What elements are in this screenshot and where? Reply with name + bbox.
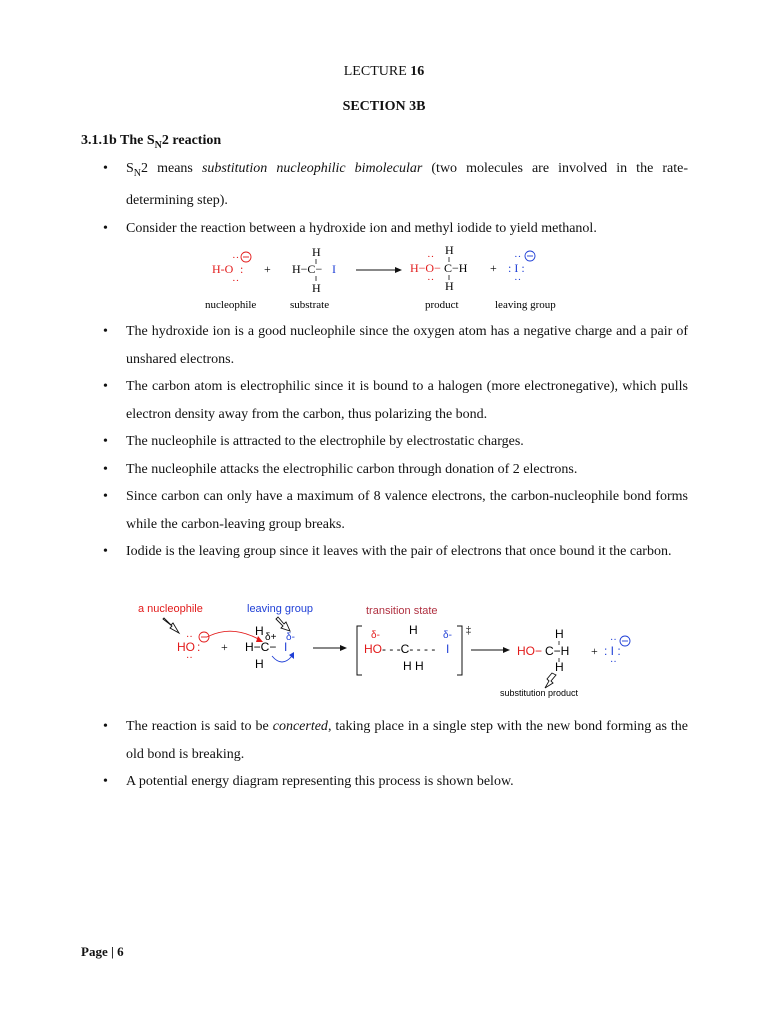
h-top: H <box>255 624 264 638</box>
lecture-word: LECTURE <box>343 64 407 79</box>
plus-sign: + <box>221 640 228 654</box>
ts-h-bottom: H H <box>403 659 424 673</box>
h-bottom: H <box>445 279 454 293</box>
section-heading: SECTION 3B <box>342 99 426 114</box>
lone-pair-top: ·· <box>232 252 240 264</box>
lone-pair-bottom: ·· <box>610 657 617 668</box>
bracket-right <box>457 626 462 675</box>
sn2-sub: N <box>133 167 142 179</box>
lone-pair-top: ·· <box>514 251 522 263</box>
hollow-arrow-icon <box>163 618 179 633</box>
lecture-number: 16 <box>410 64 425 79</box>
hollow-arrow-icon <box>276 617 290 631</box>
list-item: • Consider the reaction between a hydroxide ion and methyl iodide to yield methanol. <box>0 215 688 243</box>
h-top: H <box>312 245 321 259</box>
ts-iodine: I <box>446 642 450 656</box>
label-nucleophile: nucleophile <box>205 299 257 311</box>
delta-minus: δ- <box>286 632 295 643</box>
list-item: • Since carbon can only have a maximum of 8 valence electrons, the carbon-nucleophile bond forms while the carbon-leaving group breaks. <box>0 483 688 538</box>
closing-bullet-list <box>0 713 768 796</box>
list-item: • Iodide is the leaving group since it leaves with the pair of electrons that once bound it the carbon. <box>0 538 688 566</box>
list-item: • The hydroxide ion is a good nucleophile since the oxygen atom has a negative charge and a pair of unshared electrons. <box>0 318 688 373</box>
iodine-atom: I <box>284 640 288 654</box>
sn2-lead: S <box>126 161 134 176</box>
list-item <box>0 713 688 768</box>
arrow-head-icon <box>503 647 510 653</box>
plus-sign: + <box>591 644 598 658</box>
sn2-tail: (two molecules are involved in the rate-determining step). <box>126 161 688 209</box>
lone-pair-bottom: ·· <box>427 274 435 286</box>
subheading-suffix: 2 reaction <box>161 133 222 148</box>
plus-sign: + <box>490 261 497 275</box>
methyl-left: H−C− <box>292 262 323 276</box>
subheading-sub: N <box>154 139 162 151</box>
plus-sign: + <box>264 262 271 276</box>
product-ch: C−H <box>545 644 570 658</box>
concerted-pre: The reaction is said to be <box>126 719 273 734</box>
label-transition-state: transition state <box>366 605 438 617</box>
lone-pair-right: : <box>240 262 244 276</box>
nucleophile-ho: HO <box>177 640 195 654</box>
h-bottom: H <box>555 660 564 674</box>
curved-attack-arrow <box>207 631 260 640</box>
lone-pair-top: ·· <box>610 635 617 646</box>
iodide-ion: : I : <box>508 261 525 275</box>
sn2-rest: 2 means <box>141 161 202 176</box>
label-substitution-product: substitution product <box>500 688 579 698</box>
double-dagger: ‡ <box>466 625 471 636</box>
h-top: H <box>445 243 454 257</box>
h-top: H <box>555 627 564 641</box>
footer-page-word: Page <box>81 944 108 959</box>
h-bottom: H <box>255 657 264 671</box>
lone-pair-bottom: ·· <box>232 275 240 287</box>
delta-minus: δ- <box>443 630 452 641</box>
lone-pair-bottom: ·· <box>514 274 522 286</box>
bracket-left <box>357 626 362 675</box>
lone-pair-bottom: ·· <box>186 653 193 664</box>
page-footer: Page | 6 <box>81 944 124 959</box>
lone-pair-top: ·· <box>427 251 435 263</box>
label-leaving-group: leaving group <box>495 299 556 311</box>
arrow-head-icon <box>340 645 347 651</box>
delta-minus: δ- <box>371 630 380 641</box>
product-ho: HO− <box>517 644 543 658</box>
label-a-nucleophile: a nucleophile <box>138 603 203 615</box>
iodine-atom: I <box>332 262 336 276</box>
label-product: product <box>425 299 459 311</box>
lone-pair-right: : <box>197 640 201 654</box>
ts-partial-bond: - - -C- - - - <box>382 642 436 656</box>
hollow-arrow-icon <box>545 673 556 688</box>
list-item: • The carbon atom is electrophilic since it is bound to a halogen (more electronegative), which pulls electron density away from the carbon, thus polarizing the bond. <box>0 373 688 428</box>
list-item: • The nucleophile attacks the electrophilic carbon through donation of 2 electrons. <box>0 456 688 484</box>
subheading-prefix: 3.1.1b The S <box>81 133 155 148</box>
footer-page-number: 6 <box>117 944 124 959</box>
list-item: • A potential energy diagram representing this process is shown below. <box>0 768 688 796</box>
delta-plus: δ+ <box>265 632 277 643</box>
label-substrate: substrate <box>290 299 330 311</box>
h-top: H <box>409 623 418 637</box>
ts-ho: HO <box>364 642 382 656</box>
sn2-definition: substitution nucleophilic bimolecular <box>201 161 423 176</box>
curved-leaving-arrow <box>272 656 292 662</box>
product-ho: H−O− <box>410 261 441 275</box>
substrate-hc: H−C− <box>245 640 277 654</box>
h-bottom: H <box>312 281 321 295</box>
label-leaving-group-2: leaving group <box>247 603 314 615</box>
concerted-post: , taking place in a single step with the new bond forming as the old bond is breaking. <box>126 719 688 762</box>
lone-pair-top: ·· <box>186 632 193 643</box>
iodide-ion: : I : <box>604 644 621 658</box>
product-ch: C−H <box>444 261 468 275</box>
hydroxide-formula: H-O <box>212 262 234 276</box>
list-item: • The nucleophile is attracted to the electrophile by electrostatic charges. <box>0 428 688 456</box>
concerted-term: concerted <box>272 719 328 734</box>
